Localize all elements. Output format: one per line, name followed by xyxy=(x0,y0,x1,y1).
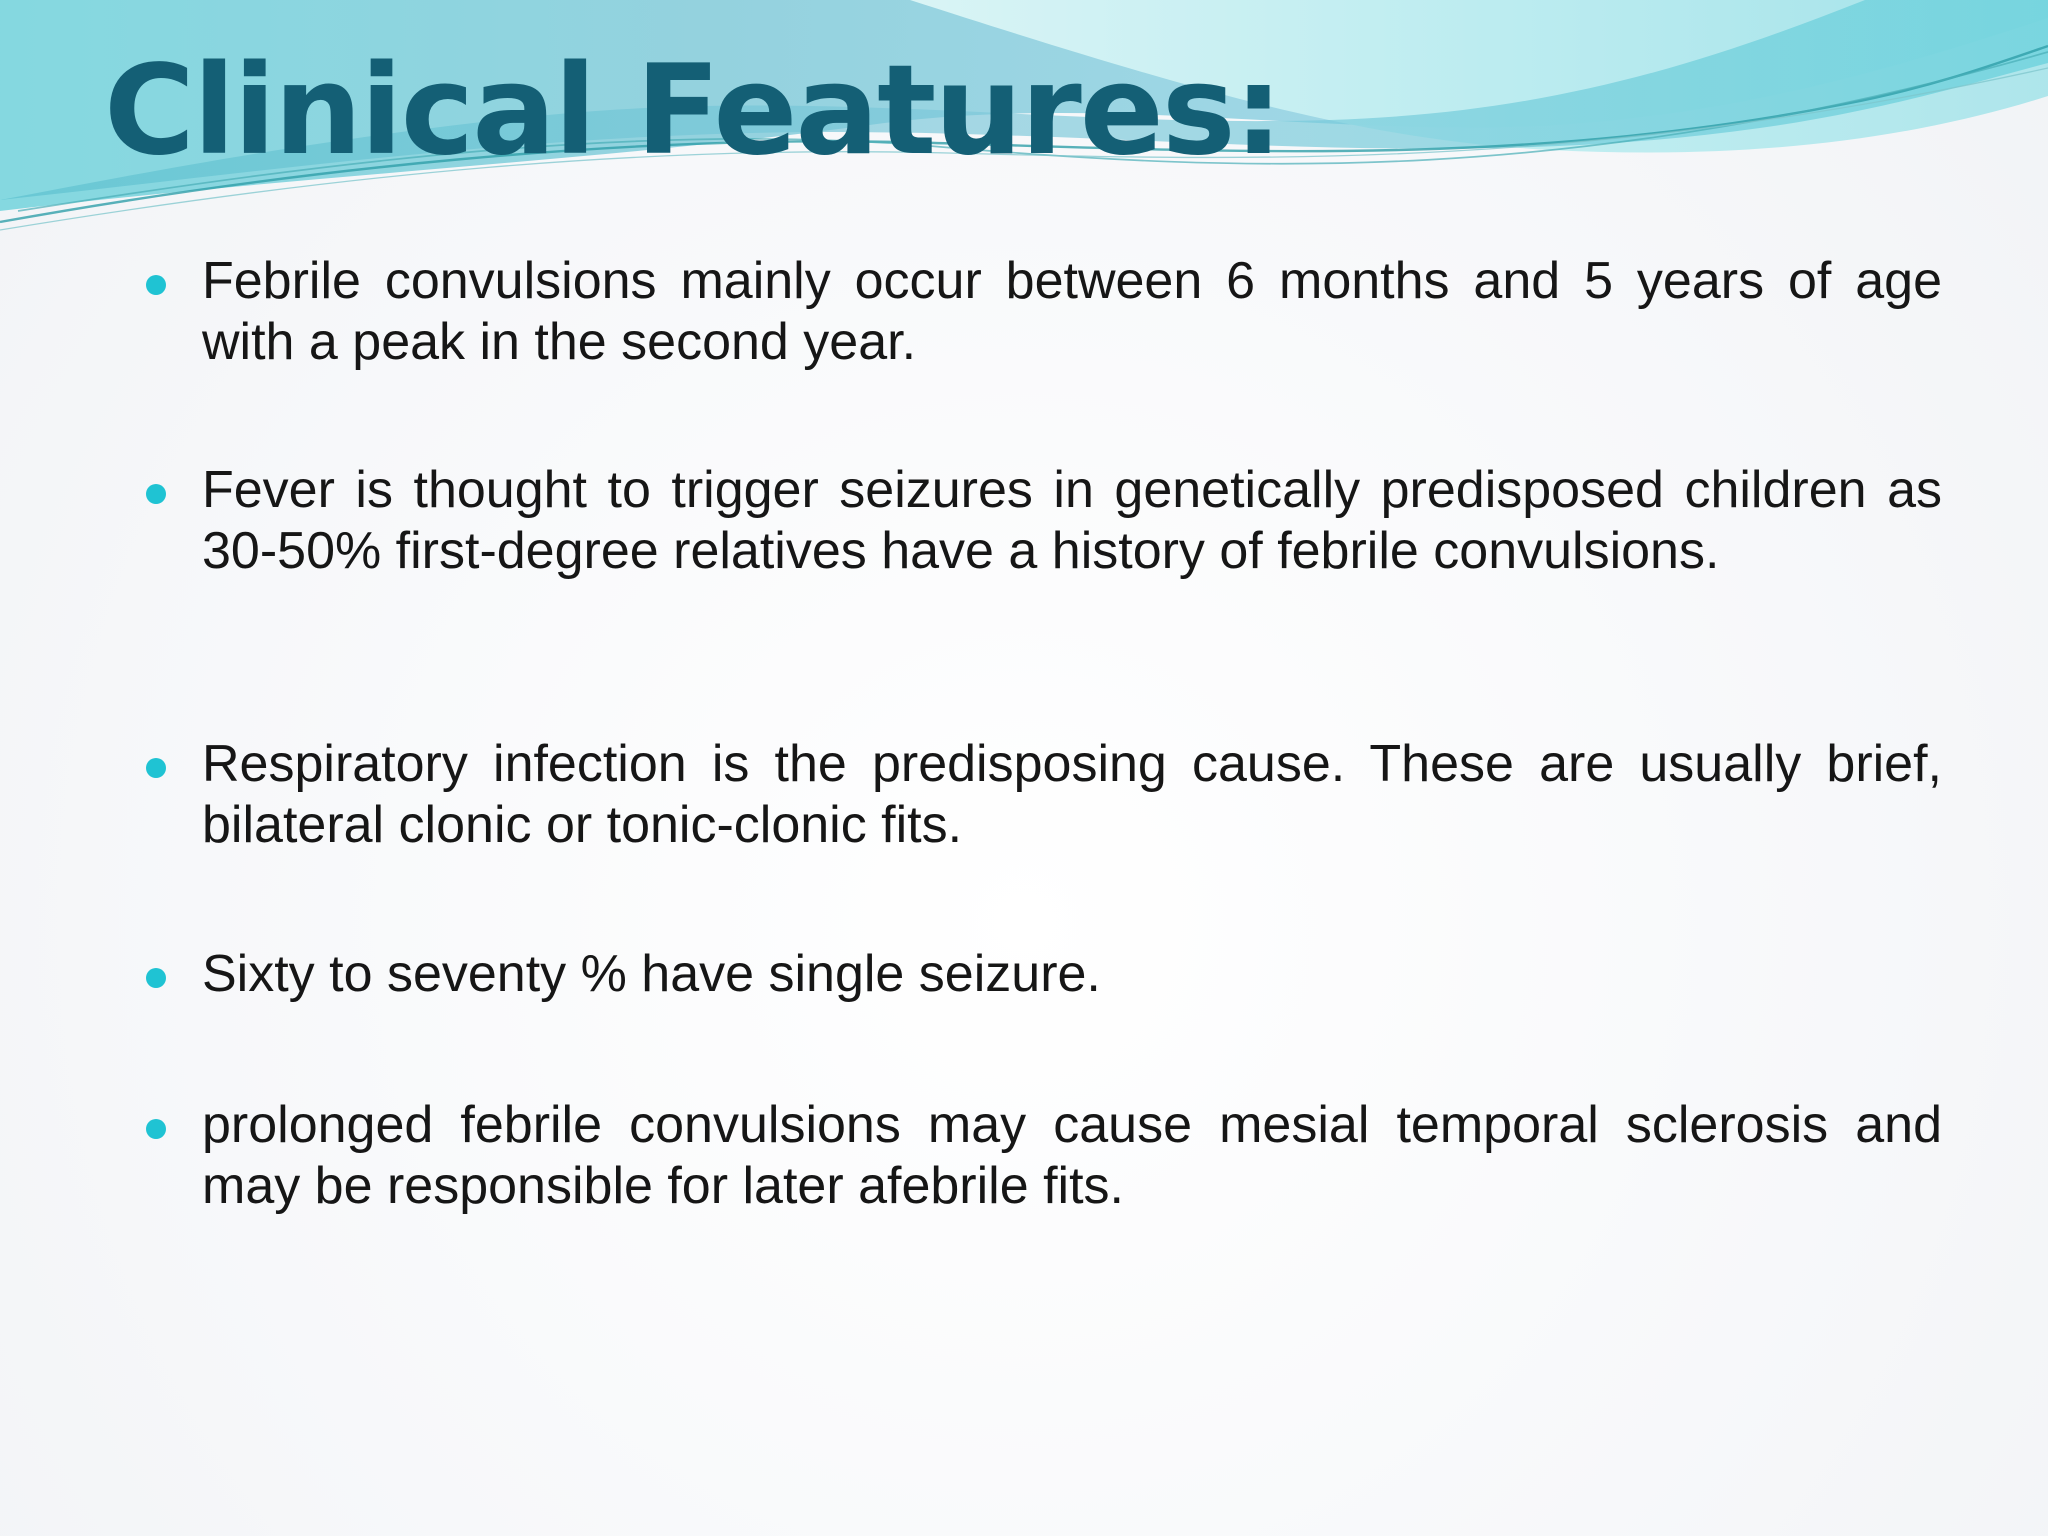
bullet-dot-icon xyxy=(146,758,166,778)
bullet-dot-icon xyxy=(146,275,166,295)
bullet-text: Respiratory infection is the predisposing cause. These are usually brief, bilateral clonic or tonic-clonic fits. xyxy=(202,735,1942,854)
bullet-text: Sixty to seventy % have single seizure. xyxy=(202,945,1101,1003)
bullet-dot-icon xyxy=(146,1119,166,1139)
bullet-dot-icon xyxy=(146,968,166,988)
slide-title: Clinical Features: xyxy=(104,39,1282,183)
bullet-text: Febrile convulsions mainly occur between 6 months and 5 years of age with a peak in the second year. xyxy=(202,252,1942,371)
bullet-text: prolonged febrile convulsions may cause mesial temporal sclerosis and may be responsible for later afebrile fits. xyxy=(202,1096,1942,1215)
bullet-text: Fever is thought to trigger seizures in genetically predisposed children as 30-50% first-degree relatives have a history of febrile convulsions. xyxy=(202,461,1942,580)
bullet-dot-icon xyxy=(146,484,166,504)
